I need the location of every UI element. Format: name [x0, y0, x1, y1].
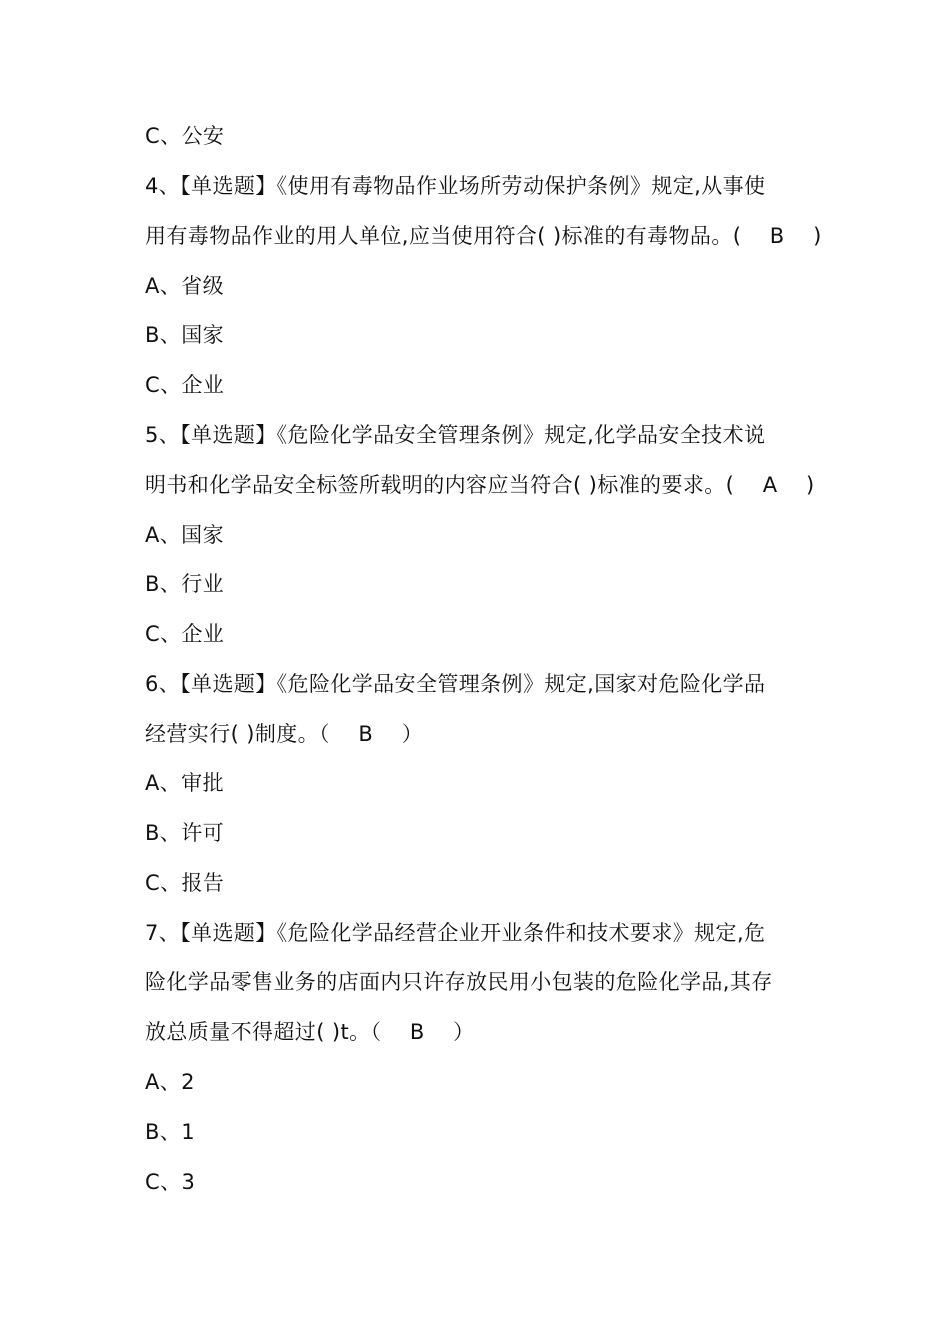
q7-stem-line-3: 放总质量不得超过( )t。（ B ）: [145, 1020, 475, 1044]
q4-option-b: B、国家: [145, 323, 225, 347]
q5-stem-line-2: 明书和化学品安全标签所载明的内容应当符合( )标准的要求。( A ): [145, 473, 815, 497]
q6-stem-line-1: 6、【单选题】《危险化学品安全管理条例》规定,国家对危险化学品: [145, 672, 766, 696]
q4-stem-line-1: 4、【单选题】《使用有毒物品作业场所劳动保护条例》规定,从事使: [145, 174, 766, 198]
q7-stem-line-2: 险化学品零售业务的店面内只许存放民用小包装的危险化学品,其存: [145, 970, 773, 994]
q7-option-b: B、1: [145, 1120, 195, 1144]
q4-option-a: A、省级: [145, 274, 224, 298]
q5-option-b: B、行业: [145, 572, 225, 596]
q5-option-c: C、企业: [145, 622, 225, 646]
q6-option-b: B、许可: [145, 821, 225, 845]
q3-option-c: C、公安: [145, 124, 225, 148]
q6-stem-line-2: 经营实行( )制度。（ B ）: [145, 722, 424, 746]
q7-stem-line-1: 7、【单选题】《危险化学品经营企业开业条件和技术要求》规定,危: [145, 921, 766, 945]
q6-option-c: C、报告: [145, 871, 225, 895]
q5-option-a: A、国家: [145, 523, 224, 547]
q5-stem-line-1: 5、【单选题】《危险化学品安全管理条例》规定,化学品安全技术说: [145, 423, 766, 447]
q4-option-c: C、企业: [145, 373, 225, 397]
q4-stem-line-2: 用有毒物品作业的用人单位,应当使用符合( )标准的有毒物品。( B ): [145, 224, 822, 248]
q7-option-c: C、3: [145, 1170, 196, 1194]
q7-option-a: A、2: [145, 1070, 195, 1094]
q6-option-a: A、审批: [145, 771, 224, 795]
